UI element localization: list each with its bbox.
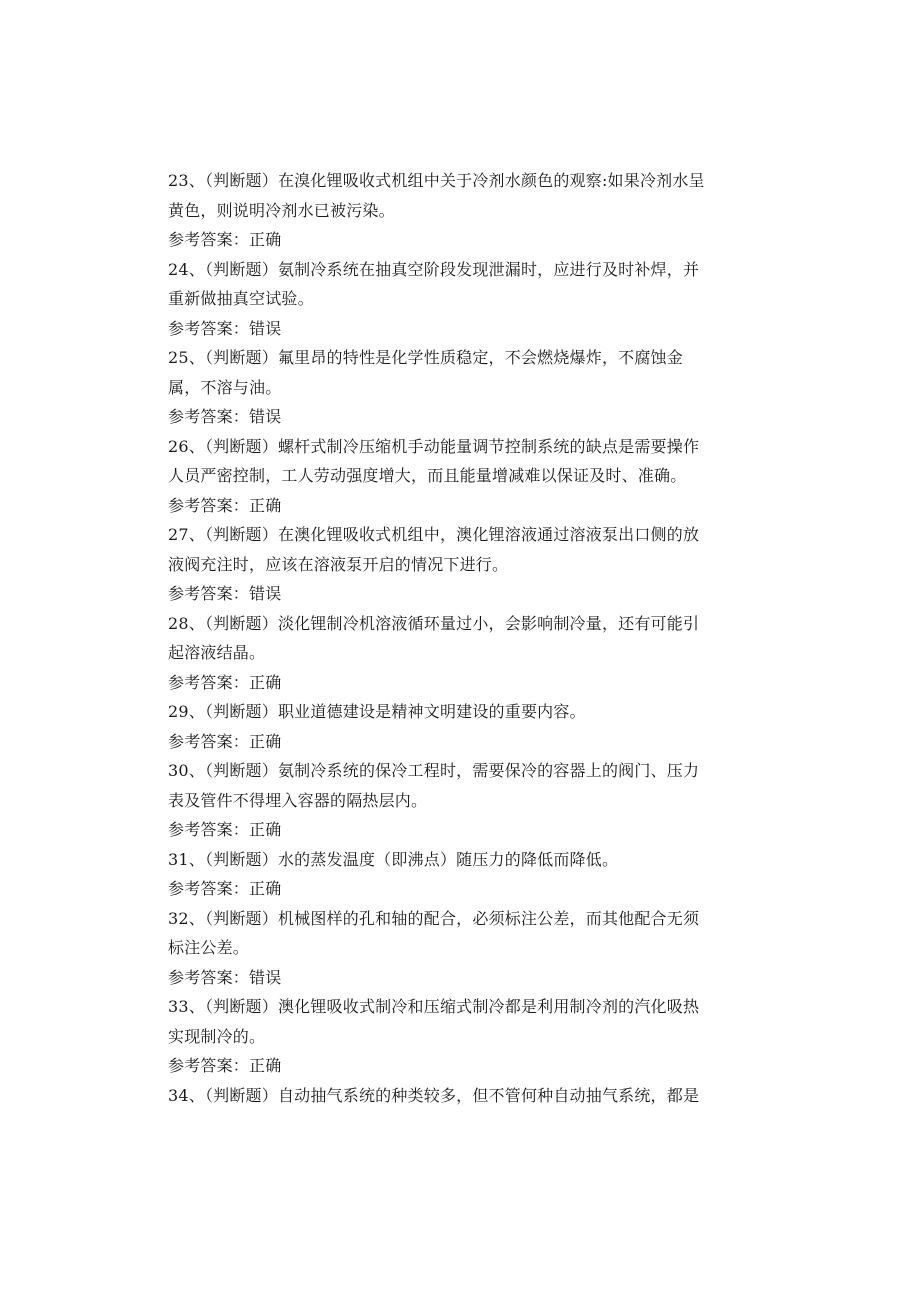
answer-text: 参考答案：正确 — [168, 495, 282, 515]
question-item — [168, 520, 743, 609]
question-item — [168, 756, 743, 845]
answer-text: 参考答案：错误 — [168, 407, 282, 426]
question-item — [168, 166, 743, 255]
question-text-continued: 表及管件不得埋入容器的隔热层内。 — [168, 790, 428, 810]
answer-text: 参考答案：错误 — [168, 318, 282, 338]
question-item — [168, 904, 743, 993]
question-text-continued: 属，不溶与油。 — [168, 377, 282, 397]
question-text-continued: 起溶液结晶。 — [168, 643, 266, 662]
answer-text: 参考答案：正确 — [168, 820, 282, 839]
question-text-continued: 人员严密控制，工人劳动强度增大，而且能量增减难以保证及时、准确。 — [168, 466, 687, 485]
answer-text: 参考答案：正确 — [168, 672, 282, 692]
question-item — [168, 432, 743, 521]
question-item — [168, 255, 743, 344]
question-list — [168, 166, 743, 1110]
answer-text: 参考答案：错误 — [168, 967, 282, 987]
question-text: 32、（判断题）机械图样的孔和轴的配合，必须标注公差，而其他配合无须 — [168, 908, 700, 928]
question-item — [168, 1081, 743, 1111]
question-text: 29、（判断题）职业道德建设是精神文明建设的重要内容。 — [168, 702, 586, 721]
question-text: 25、（判断题）氟里昂的特性是化学性质稳定，不会燃烧爆炸，不腐蚀金 — [168, 348, 683, 367]
question-text: 26、（判断题）螺杆式制冷压缩机手动能量调节控制系统的缺点是需要操作 — [168, 436, 700, 456]
question-text-continued: 重新做抽真空试验。 — [168, 289, 314, 308]
question-text: 33、（判断题）澳化锂吸收式制冷和压缩式制冷都是利用制冷剂的汽化吸热 — [168, 997, 700, 1016]
question-text: 23、（判断题）在溴化锂吸收式机组中关于冷剂水颜色的观察:如果冷剂水呈 — [168, 171, 705, 190]
answer-text: 参考答案：正确 — [168, 230, 282, 249]
question-text: 34、（判断题）自动抽气系统的种类较多，但不管何种自动抽气系统，都是 — [168, 1085, 700, 1105]
question-text: 31、（判断题）水的蒸发温度（即沸点）随压力的降低而降低。 — [168, 849, 619, 869]
question-text: 28、（判断题）淡化锂制冷机溶液循环量过小，会影响制冷量，还有可能引 — [168, 613, 700, 633]
answer-text: 参考答案：正确 — [168, 879, 282, 898]
question-text: 24、（判断题）氨制冷系统在抽真空阶段发现泄漏时，应进行及时补焊，并 — [168, 259, 700, 279]
question-item — [168, 845, 743, 904]
question-text-continued: 标注公差。 — [168, 938, 250, 957]
question-item — [168, 609, 743, 698]
question-item — [168, 697, 743, 756]
question-text: 30、（判断题）氨制冷系统的保冷工程时，需要保冷的容器上的阀门、压力 — [168, 761, 700, 780]
question-item — [168, 343, 743, 432]
question-text-continued: 黄色，则说明冷剂水已被污染。 — [168, 200, 395, 220]
answer-text: 参考答案：正确 — [168, 1056, 282, 1075]
question-item — [168, 992, 743, 1081]
answer-text: 参考答案：正确 — [168, 731, 282, 751]
question-text-continued: 实现制冷的。 — [168, 1026, 266, 1046]
answer-text: 参考答案：错误 — [168, 584, 282, 603]
question-text-continued: 液阀充注时，应该在溶液泵开启的情况下进行。 — [168, 554, 509, 574]
question-text: 27、（判断题）在澳化锂吸收式机组中，澳化锂溶液通过溶液泵出口侧的放 — [168, 525, 700, 544]
